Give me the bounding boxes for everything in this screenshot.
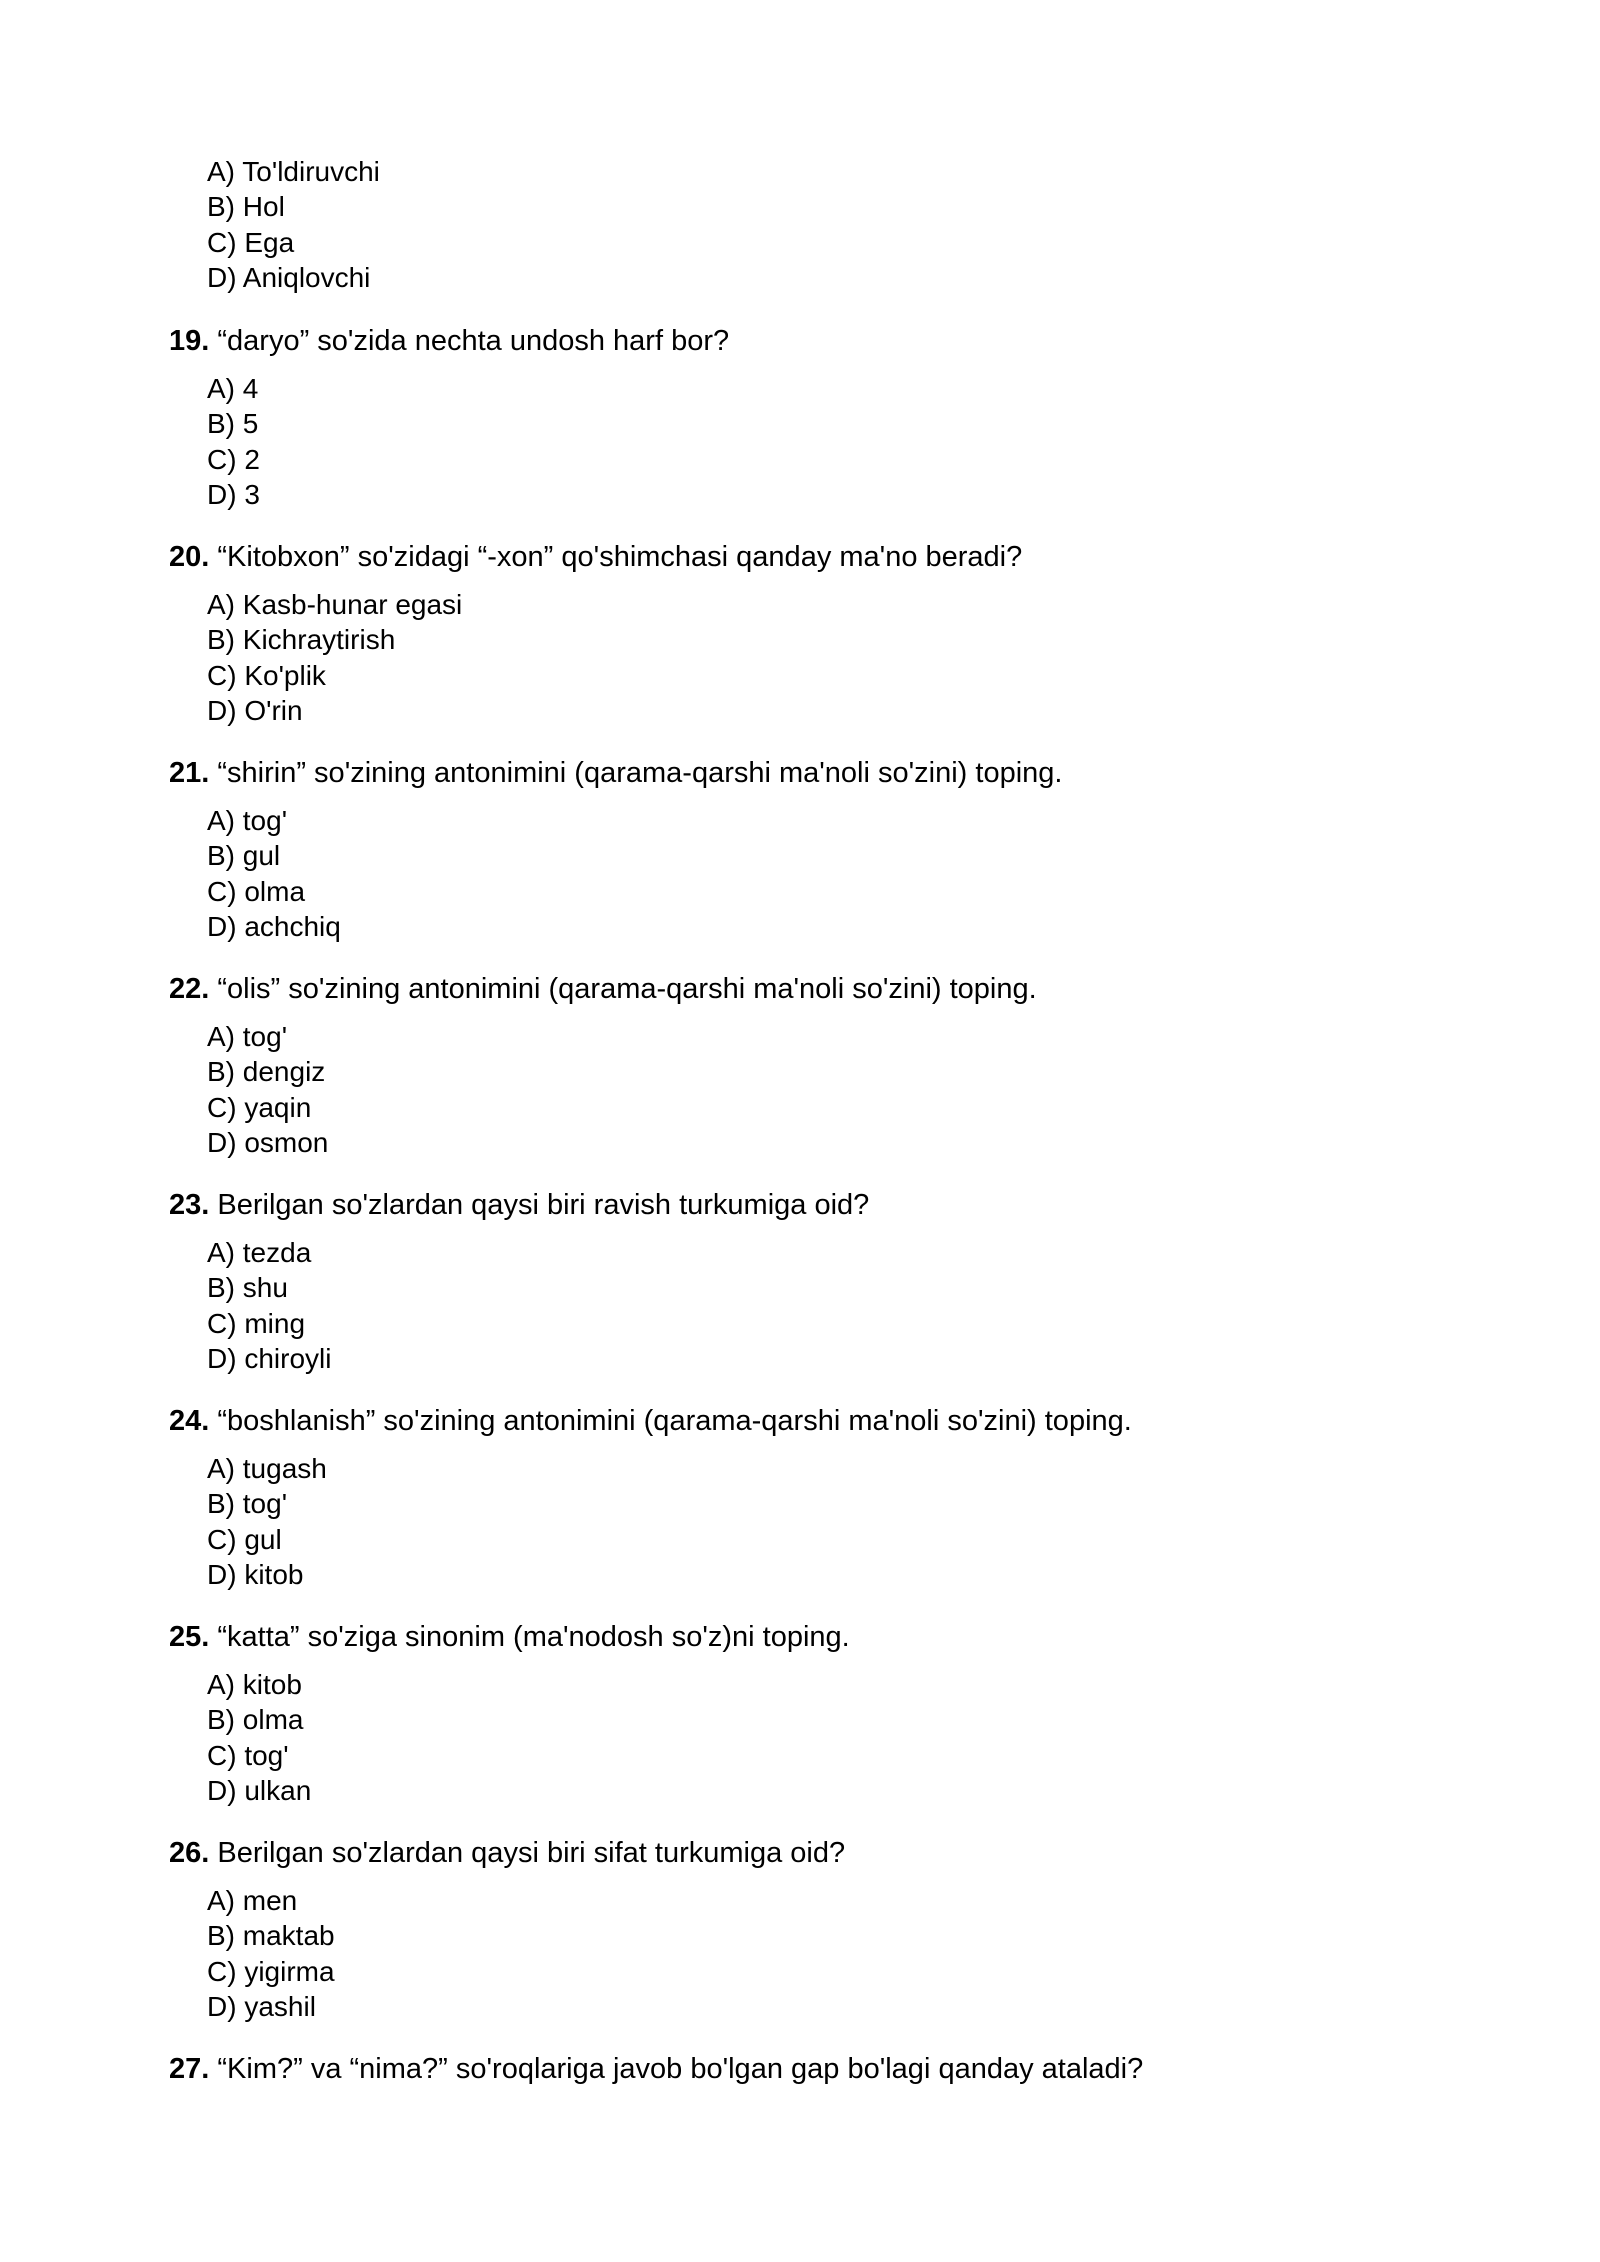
answer-option: B) maktab [207,1920,335,1952]
question-22 [169,971,1037,1007]
carryover-options [207,154,380,295]
question-text: “olis” so'zining antonimini (qarama-qarshi ma'noli so'zini) toping. [217,973,1037,1005]
question-number: 20. [169,541,210,573]
question-24-options [207,1451,327,1592]
answer-option: B) Hol [207,191,285,223]
question-number: 23. [169,1189,210,1221]
answer-option: B) shu [207,1272,288,1304]
answer-option: B) olma [207,1704,304,1736]
question-number: 19. [169,325,210,357]
answer-option: A) 4 [207,373,259,404]
answer-option: A) tezda [207,1237,312,1268]
answer-option: B) gul [207,840,281,872]
question-20 [169,539,1022,575]
question-number: 27. [169,2053,210,2085]
question-25-options [207,1667,311,1808]
question-19-options [207,371,260,512]
question-number: 21. [169,757,210,789]
question-26 [169,1835,845,1871]
question-text: Berilgan so'zlardan qaysi biri ravish turkumiga oid? [217,1189,870,1221]
answer-option: B) tog' [207,1488,288,1520]
answer-option: A) men [207,1885,298,1916]
answer-option: D) chiroyli [207,1342,332,1374]
question-25 [169,1619,850,1655]
answer-option: A) tugash [207,1453,327,1484]
answer-option: D) osmon [207,1126,329,1158]
question-19 [169,323,729,359]
question-21-options [207,803,341,944]
answer-option: D) 3 [207,478,260,510]
question-23 [169,1187,869,1223]
answer-option: A) kitob [207,1669,302,1700]
question-text: “boshlanish” so'zining antonimini (qarama-qarshi ma'noli so'zini) toping. [217,1405,1132,1437]
answer-option: D) kitob [207,1558,304,1590]
answer-option: D) ulkan [207,1774,312,1806]
answer-option: C) olma [207,875,306,907]
question-27 [169,2051,1143,2087]
question-number: 24. [169,1405,210,1437]
question-number: 25. [169,1621,210,1653]
answer-option: A) Kasb-hunar egasi [207,589,463,620]
answer-option: C) yigirma [207,1955,335,1987]
answer-option: B) Kichraytirish [207,624,396,656]
question-21 [169,755,1062,791]
answer-option: C) Ega [207,226,295,258]
question-number: 26. [169,1837,210,1869]
answer-option: D) Aniqlovchi [207,261,371,293]
question-text: “shirin” so'zining antonimini (qarama-qarshi ma'noli so'zini) toping. [217,757,1063,789]
answer-option: C) tog' [207,1739,289,1771]
answer-option: C) gul [207,1523,282,1555]
answer-option: A) tog' [207,805,288,836]
answer-option: B) dengiz [207,1056,326,1088]
question-22-options [207,1019,328,1160]
question-24 [169,1403,1132,1439]
answer-option: C) yaqin [207,1091,312,1123]
question-number: 22. [169,973,210,1005]
question-23-options [207,1235,331,1376]
answer-option: D) yashil [207,1990,316,2022]
question-text: “katta” so'ziga sinonim (ma'nodosh so'z)ni toping. [217,1621,850,1653]
question-20-options [207,587,462,728]
question-text: “Kim?” va “nima?” so'roqlariga javob bo'lgan gap bo'lagi qanday ataladi? [217,2053,1144,2085]
answer-option: B) 5 [207,408,259,440]
question-text: Berilgan so'zlardan qaysi biri sifat turkumiga oid? [217,1837,846,1869]
answer-option: C) ming [207,1307,306,1339]
question-text: “daryo” so'zida nechta undosh harf bor? [217,325,730,357]
answer-option: C) 2 [207,443,260,475]
answer-option: C) Ko'plik [207,659,326,691]
answer-option: D) O'rin [207,694,303,726]
answer-option: D) achchiq [207,910,341,942]
question-26-options [207,1883,335,2024]
answer-option: A) tog' [207,1021,288,1052]
question-text: “Kitobxon” so'zidagi “-xon” qo'shimchasi qanday ma'no beradi? [217,541,1023,573]
answer-option: A) To'ldiruvchi [207,156,380,187]
